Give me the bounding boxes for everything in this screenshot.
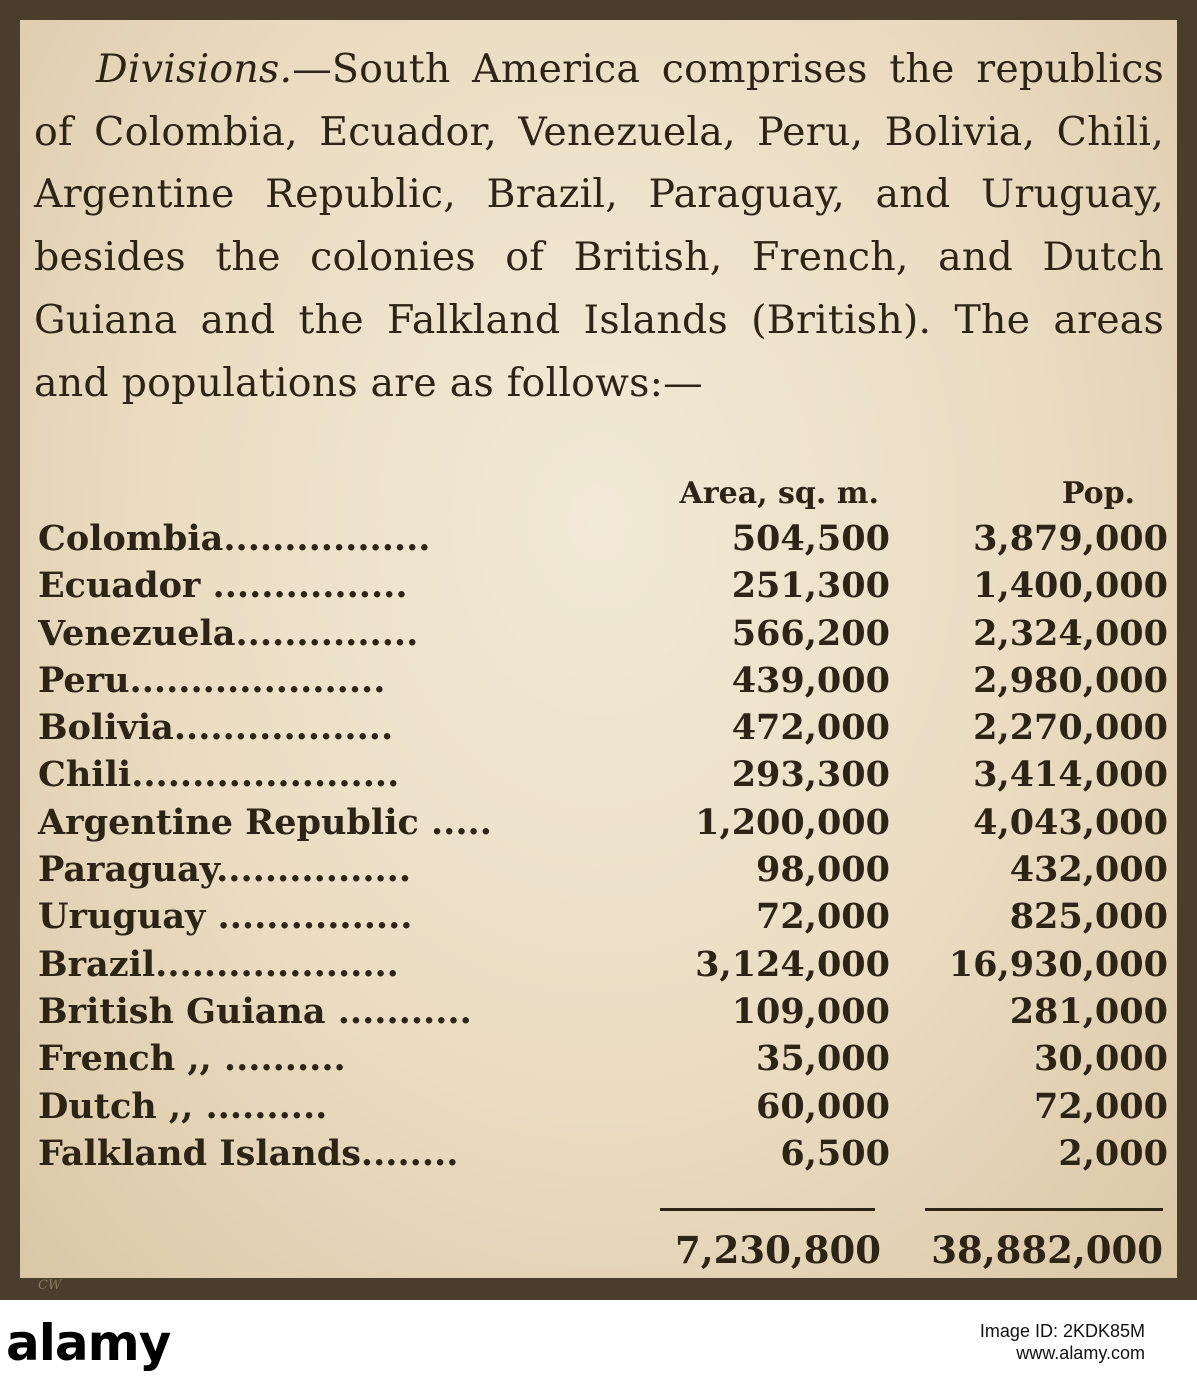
country-name: Colombia................. — [38, 518, 431, 559]
pop-value: 825,000 — [1009, 896, 1168, 938]
country-name: Paraguay................ — [38, 849, 412, 891]
area-value: 35,000 — [756, 1038, 890, 1080]
area-total-rule — [660, 1208, 875, 1211]
stock-info — [980, 1320, 1145, 1364]
total-pop: 38,882,000 — [931, 1228, 1163, 1272]
pop-value: 3,879,000 — [973, 518, 1168, 559]
country-name: Bolivia.................. — [38, 707, 394, 749]
area-value: 293,300 — [731, 754, 890, 796]
table-row — [38, 896, 1168, 943]
table-row — [38, 754, 1168, 801]
area-value: 472,000 — [731, 707, 890, 749]
table-row — [38, 849, 1168, 896]
area-value: 6,500 — [780, 1132, 890, 1174]
area-value: 109,000 — [731, 990, 890, 1032]
intro-line-7: The areas and populations are as follows:— — [34, 296, 1165, 406]
country-name: Ecuador ................ — [38, 565, 408, 607]
table-row — [38, 944, 1168, 991]
pop-value: 2,980,000 — [973, 659, 1168, 701]
col-header-pop: Pop. — [1061, 476, 1135, 511]
intro-line-2: republics of Colombia, Ecuador, Venezuela, — [34, 46, 1164, 155]
area-value: 566,200 — [731, 612, 890, 654]
table-row — [38, 802, 1168, 849]
table-row — [38, 613, 1168, 660]
area-value: 72,000 — [756, 896, 890, 938]
stock-footer — [0, 1300, 1197, 1390]
intro-line-1: —South America comprises the — [292, 46, 955, 92]
area-value: 60,000 — [756, 1085, 890, 1127]
area-value: 439,000 — [731, 659, 890, 701]
area-value: 3,124,000 — [695, 943, 890, 985]
table-row — [38, 565, 1168, 612]
total-area: 7,230,800 — [675, 1228, 881, 1272]
pop-value: 4,043,000 — [973, 801, 1168, 843]
table-row — [38, 707, 1168, 754]
site-url: www.alamy.com — [1016, 1343, 1145, 1363]
pop-value: 2,270,000 — [973, 707, 1168, 749]
country-name: Uruguay ................ — [38, 896, 413, 938]
table-row — [38, 1038, 1168, 1085]
pop-value: 30,000 — [1034, 1038, 1168, 1080]
section-lead: Divisions. — [96, 46, 293, 92]
intro-line-4: Brazil, Paraguay, and Uruguay, besides — [34, 171, 1165, 281]
area-value: 1,200,000 — [695, 801, 890, 843]
photographer-mark: CW — [38, 1278, 62, 1293]
image-id-label: Image ID: 2KDK85M — [979, 1321, 1145, 1341]
country-name: French ,, .......... — [38, 1038, 346, 1080]
intro-line-5: the colonies of British, French, and Dutch — [215, 234, 1165, 281]
pop-value: 281,000 — [1009, 990, 1168, 1032]
pop-value: 72,000 — [1034, 1085, 1168, 1127]
table-row — [38, 1086, 1168, 1133]
pop-value: 432,000 — [1009, 849, 1168, 891]
country-name: Falkland Islands........ — [38, 1132, 459, 1174]
pop-value: 2,324,000 — [973, 612, 1168, 654]
pop-total-rule — [925, 1208, 1163, 1211]
intro-line-3: Peru, Bolivia, Chili, Argentine Republic, — [34, 108, 1164, 218]
country-name: Venezuela............... — [38, 612, 419, 654]
pop-value: 3,414,000 — [973, 754, 1168, 796]
printed-page — [20, 20, 1177, 1293]
table-row — [38, 1133, 1168, 1180]
country-name: Dutch ,, .......... — [38, 1085, 328, 1127]
country-name: Chili...................... — [38, 754, 400, 796]
stock-logo: alamy — [6, 1314, 171, 1372]
country-name: Argentine Republic ..... — [38, 801, 492, 843]
country-name: Peru..................... — [38, 659, 386, 701]
col-header-area: Area, sq. m. — [679, 476, 879, 511]
area-value: 504,500 — [731, 518, 890, 559]
table-row — [38, 660, 1168, 707]
country-name: Brazil.................... — [38, 943, 399, 985]
area-value: 251,300 — [731, 565, 890, 607]
pop-value: 1,400,000 — [973, 565, 1168, 607]
intro-paragraph — [34, 38, 1164, 414]
intro-line-6: Guiana and the Falkland Islands (British). — [34, 296, 932, 343]
area-value: 98,000 — [756, 849, 890, 891]
table-row — [38, 518, 1168, 565]
pop-value: 16,930,000 — [948, 943, 1168, 985]
table-row — [38, 991, 1168, 1038]
pop-value: 2,000 — [1058, 1132, 1168, 1174]
country-name: British Guiana ........... — [38, 990, 472, 1032]
areas-population-table — [38, 518, 1168, 1180]
